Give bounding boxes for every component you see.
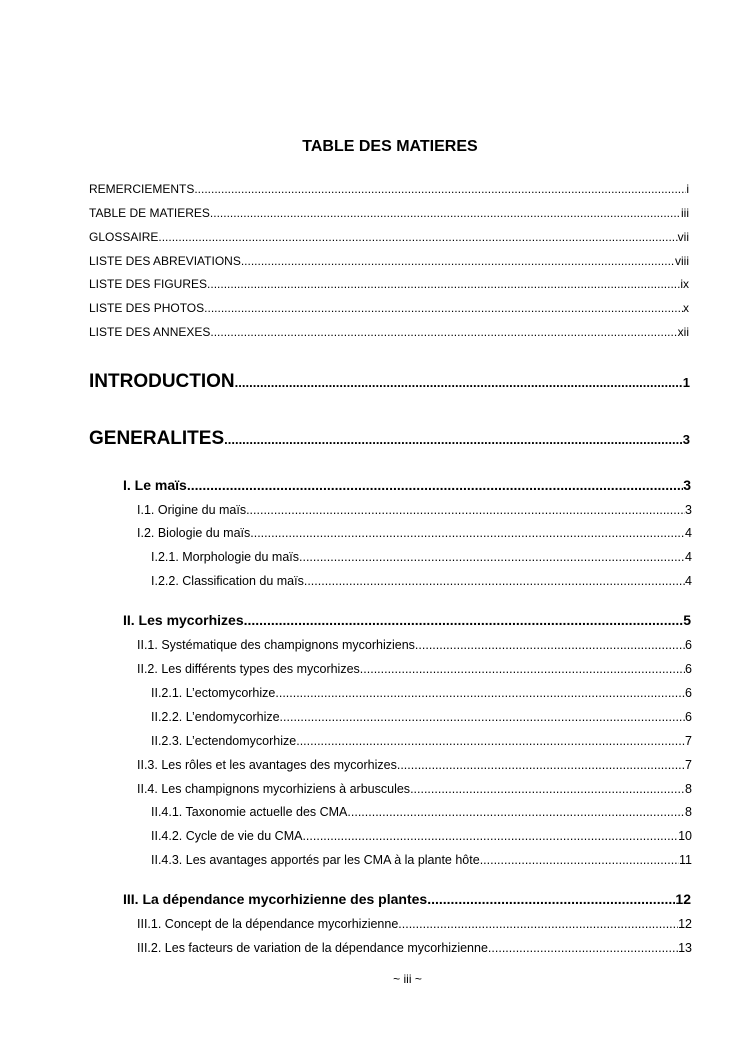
toc-entry-page: 12	[675, 891, 691, 907]
toc-entry-page: x	[683, 301, 689, 315]
toc-entry-ectendomycorhize[interactable]	[151, 734, 692, 748]
leader-dots	[204, 301, 683, 315]
toc-entry-table-de-matieres[interactable]	[89, 206, 689, 220]
toc-entry-page: 10	[678, 829, 692, 843]
toc-entry-page: 3	[682, 432, 690, 447]
toc-entry-label: TABLE DE MATIERES	[89, 206, 210, 220]
toc-entry-endomycorhize[interactable]	[151, 710, 692, 724]
leader-dots	[275, 686, 685, 700]
toc-entry-page: 7	[685, 734, 692, 748]
leader-dots	[194, 182, 686, 196]
toc-entry-label: II.4. Les champignons mycorhiziens à arbuscules	[137, 782, 411, 796]
leader-dots	[210, 206, 681, 220]
toc-entry-page: iii	[681, 206, 689, 220]
toc-entry-ectomycorhize[interactable]	[151, 686, 692, 700]
leader-dots	[244, 612, 684, 628]
toc-entry-label: III.1. Concept de la dépendance mycorhizienne	[137, 917, 399, 931]
leader-dots	[280, 710, 686, 724]
toc-entry-facteurs-variation[interactable]	[137, 941, 692, 955]
toc-entry-page: 4	[685, 550, 692, 564]
toc-entry-page: 8	[685, 805, 692, 819]
leader-dots	[415, 638, 685, 652]
page-number-footer: ~ iii ~	[393, 972, 422, 986]
toc-entry-avantages-cma[interactable]	[151, 853, 692, 867]
toc-entry-morphologie[interactable]	[151, 550, 692, 564]
toc-entry-label: II.4.1. Taxonomie actuelle des CMA	[151, 805, 348, 819]
toc-entry-figures[interactable]	[89, 277, 689, 291]
leader-dots	[224, 432, 683, 447]
toc-entry-label: LISTE DES FIGURES	[89, 277, 208, 291]
leader-dots	[360, 662, 685, 676]
toc-entry-page: 6	[685, 662, 692, 676]
toc-entry-remerciements[interactable]	[89, 182, 689, 196]
toc-entry-page: vii	[677, 230, 689, 244]
leader-dots	[304, 574, 685, 588]
leader-dots	[347, 805, 685, 819]
toc-entry-page: 12	[678, 917, 692, 931]
toc-section-generalites[interactable]	[89, 428, 690, 450]
toc-entry-champignons-arbuscules[interactable]	[137, 782, 692, 796]
leader-dots	[246, 503, 685, 517]
toc-entry-label: II.4.3. Les avantages apportés par les CMA à la plante hôte	[151, 853, 480, 867]
toc-entry-page: ix	[680, 277, 689, 291]
toc-entry-page: 8	[685, 782, 692, 796]
toc-entry-page: xii	[677, 325, 689, 339]
leader-dots	[488, 941, 678, 955]
toc-entry-label: REMERCIEMENTS	[89, 182, 195, 196]
page-title: TABLE DES MATIERES	[302, 138, 478, 155]
leader-dots	[296, 734, 685, 748]
toc-entry-roles-avantages[interactable]	[137, 758, 692, 772]
toc-entry-label: III.2. Les facteurs de variation de la dépendance mycorhizienne	[137, 941, 488, 955]
toc-entry-origine-du-mais[interactable]	[137, 503, 692, 517]
toc-entry-page: 1	[682, 375, 690, 390]
toc-entry-page: 3	[683, 477, 691, 493]
leader-dots	[397, 758, 685, 772]
toc-entry-label: II. Les mycorhizes	[123, 612, 244, 628]
toc-entry-les-mycorhizes[interactable]	[123, 612, 691, 628]
leader-dots	[207, 277, 680, 291]
toc-entry-types-mycorhizes[interactable]	[137, 662, 692, 676]
leader-dots	[299, 550, 685, 564]
toc-entry-label: INTRODUCTION	[89, 371, 235, 392]
toc-entry-label: I. Le maïs	[123, 477, 187, 493]
toc-entry-label: GENERALITES	[89, 428, 225, 449]
leader-dots	[210, 325, 677, 339]
toc-entry-abreviations[interactable]	[89, 254, 689, 268]
toc-entry-classification[interactable]	[151, 574, 692, 588]
leader-dots	[480, 853, 679, 867]
toc-entry-label: III. La dépendance mycorhizienne des plantes	[123, 891, 428, 907]
toc-entry-le-mais[interactable]	[123, 477, 691, 493]
leader-dots	[410, 782, 685, 796]
toc-entry-page: 6	[685, 710, 692, 724]
leader-dots	[250, 526, 685, 540]
leader-dots	[158, 230, 677, 244]
toc-entry-label: II.2.2. L’endomycorhize	[151, 710, 280, 724]
toc-entry-page: i	[686, 182, 689, 196]
toc-entry-page: 11	[679, 853, 692, 867]
toc-entry-label: I.2.2. Classification du maïs	[151, 574, 304, 588]
toc-entry-taxonomie[interactable]	[151, 805, 692, 819]
toc-entry-label: II.4.2. Cycle de vie du CMA	[151, 829, 303, 843]
toc-entry-photos[interactable]	[89, 301, 689, 315]
leader-dots	[302, 829, 678, 843]
toc-entry-page: viii	[675, 254, 689, 268]
toc-entry-label: LISTE DES ANNEXES	[89, 325, 211, 339]
toc-section-introduction[interactable]	[89, 371, 690, 393]
toc-entry-page: 13	[678, 941, 692, 955]
toc-entry-systematique[interactable]	[137, 638, 692, 652]
toc-entry-label: GLOSSAIRE	[89, 230, 159, 244]
toc-entry-label: II.2. Les différents types des mycorhizes	[137, 662, 360, 676]
leader-dots	[235, 375, 683, 390]
leader-dots	[427, 891, 675, 907]
leader-dots	[398, 917, 678, 931]
toc-entry-page: 4	[685, 526, 692, 540]
toc-entry-label: I.2. Biologie du maïs	[137, 526, 251, 540]
toc-entry-page: 6	[685, 638, 692, 652]
toc-entry-label: I.2.1. Morphologie du maïs	[151, 550, 299, 564]
toc-entry-biologie-du-mais[interactable]	[137, 526, 692, 540]
leader-dots	[241, 254, 675, 268]
toc-entry-page: 4	[685, 574, 692, 588]
toc-entry-page: 6	[685, 686, 692, 700]
leader-dots	[187, 477, 683, 493]
toc-entry-label: LISTE DES ABREVIATIONS	[89, 254, 241, 268]
toc-entry-page: 7	[685, 758, 692, 772]
toc-entry-label: LISTE DES PHOTOS	[89, 301, 205, 315]
toc-entry-cycle-de-vie[interactable]	[151, 829, 692, 843]
toc-entry-label: II.2.3. L’ectendomycorhize	[151, 734, 297, 748]
toc-entry-page: 5	[683, 612, 691, 628]
toc-entry-concept-dependance[interactable]	[137, 917, 692, 931]
toc-entry-dependance-mycorhizienne[interactable]	[123, 891, 691, 907]
toc-entry-label: II.3. Les rôles et les avantages des mycorhizes	[137, 758, 397, 772]
toc-entry-page: 3	[685, 503, 692, 517]
toc-entry-label: II.2.1. L’ectomycorhize	[151, 686, 276, 700]
toc-entry-label: II.1. Systématique des champignons mycorhiziens	[137, 638, 415, 652]
toc-entry-glossaire[interactable]	[89, 230, 689, 244]
toc-entry-label: I.1. Origine du maïs	[137, 503, 247, 517]
toc-entry-annexes[interactable]	[89, 325, 689, 339]
